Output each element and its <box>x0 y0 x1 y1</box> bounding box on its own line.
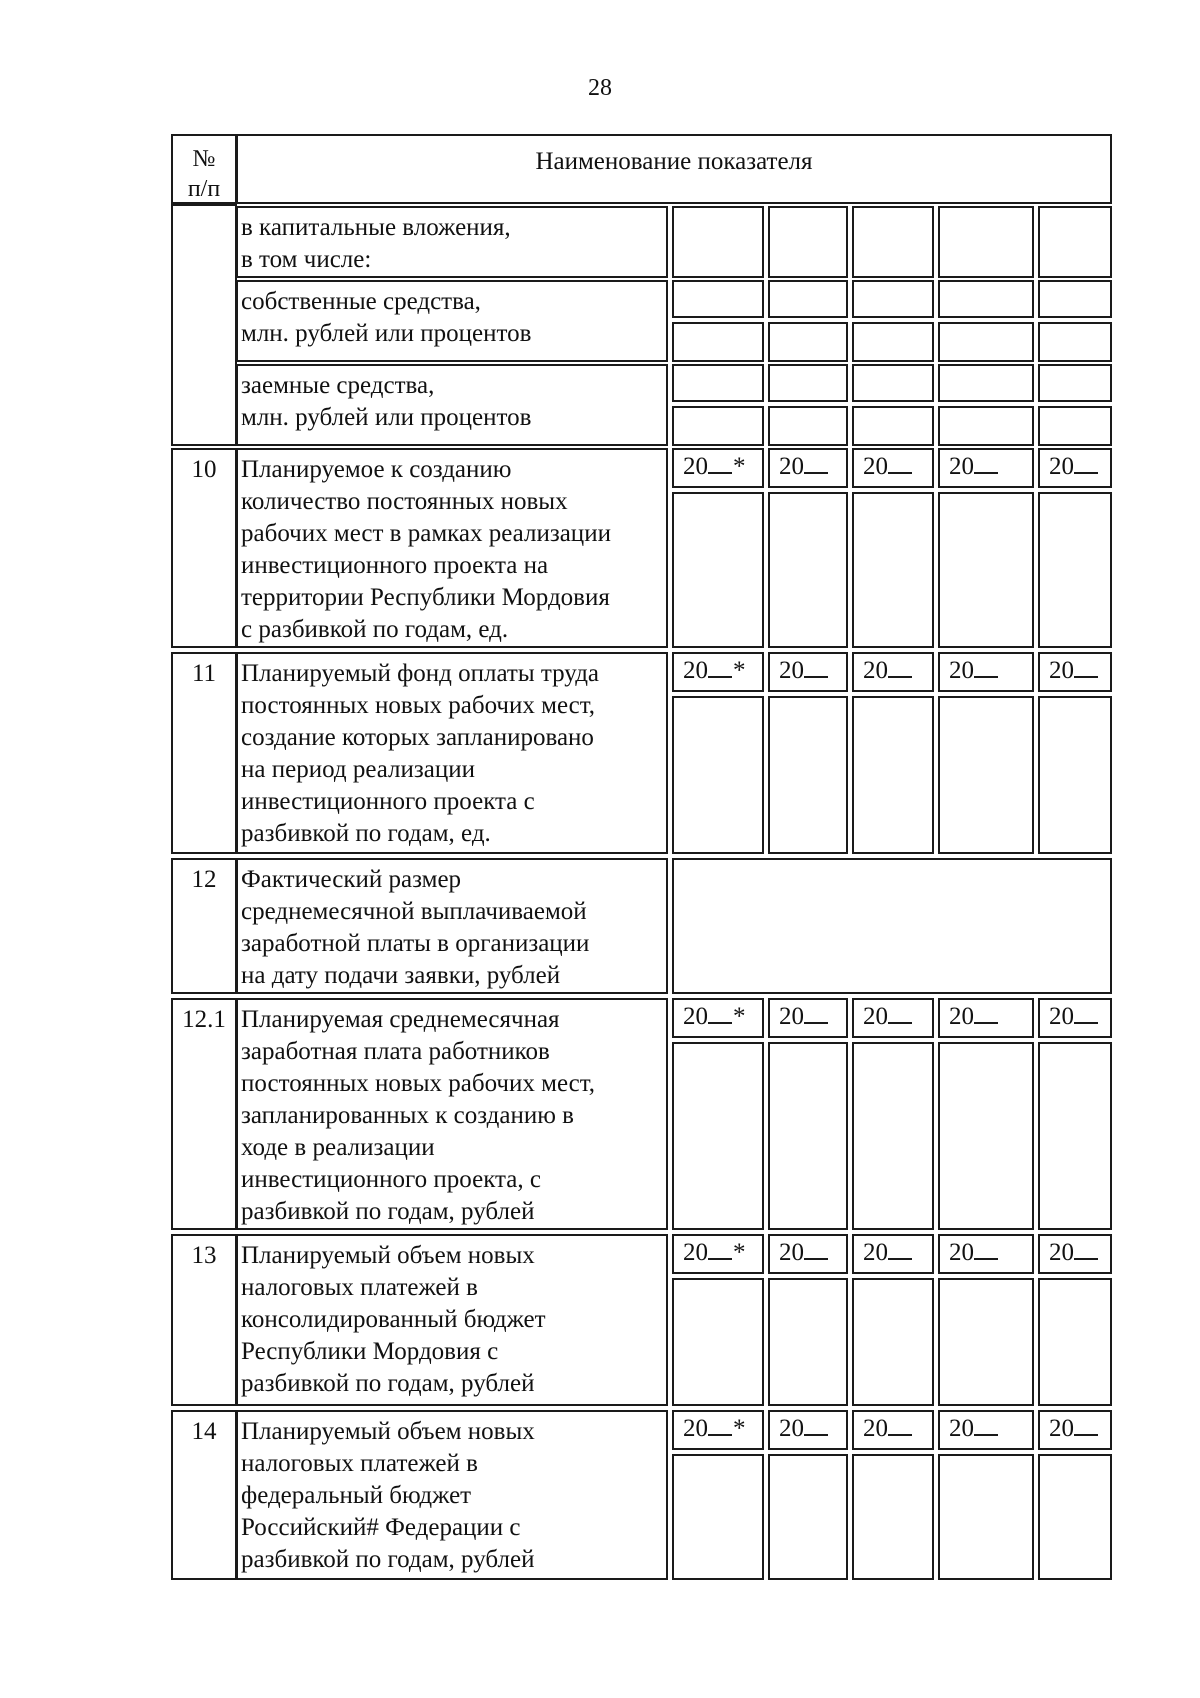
header-number-abbr: п/п <box>187 176 221 202</box>
year-prefix: 20 <box>949 1415 974 1442</box>
loan-funds-label: заемные средства, млн. рублей или процентов <box>236 364 668 446</box>
year-prefix: 20 <box>1049 453 1074 480</box>
year-prefix: 20 <box>863 1003 888 1030</box>
row-12-number-cell <box>171 858 237 994</box>
row-10-value-cell <box>672 492 764 648</box>
row-12-value-cell <box>672 858 1112 994</box>
own-funds-value-cell <box>852 280 934 318</box>
year-prefix: 20 <box>779 1239 804 1266</box>
row-10-value-cell <box>852 492 934 648</box>
loan-funds-percent-cell <box>938 406 1034 446</box>
loan-funds-percent-cell <box>1038 406 1112 446</box>
row-14-description: Планируемый объем новых налоговых платежей в федеральный бюджет Российский# Федерации с разбивкой по годам, рублей <box>236 1410 668 1580</box>
row-11-value-cell <box>938 696 1034 854</box>
row-12-1-year-cell <box>1038 998 1112 1038</box>
row-11-value-cell <box>768 696 848 854</box>
year-prefix: 20 <box>1049 1003 1074 1030</box>
capital-value-cell <box>672 206 764 278</box>
row-12-number: 12 <box>191 866 217 893</box>
capital-number-cell <box>171 204 237 446</box>
row-13-year-cell <box>1038 1234 1112 1274</box>
footnote-star: * <box>733 1239 746 1266</box>
year-prefix: 20 <box>683 1003 708 1030</box>
row-12-1-value-cell <box>938 1042 1034 1230</box>
row-12-1-year-cell <box>938 998 1034 1038</box>
year-prefix: 20 <box>683 1239 708 1266</box>
row-14-value-cell <box>672 1454 764 1580</box>
row-14-value-cell <box>938 1454 1034 1580</box>
loan-funds-value-cell <box>852 364 934 402</box>
row-10-value-cell <box>768 492 848 648</box>
row-14-year-cell <box>672 1410 764 1450</box>
header-number-symbol: № <box>192 146 216 172</box>
own-funds-percent-cell <box>672 322 764 362</box>
capital-value-cell <box>1038 206 1112 278</box>
year-blank-line <box>1074 654 1098 678</box>
year-blank-line <box>708 1000 732 1024</box>
row-10-description: Планируемое к созданию количество постоянных новых рабочих мест в рамках реализации инвестиционного проекта на территории Республики Мордовия с разбивкой по годам, ед. <box>236 448 668 648</box>
row-14-year-cell <box>938 1410 1034 1450</box>
own-funds-value-cell <box>938 280 1034 318</box>
year-blank-line <box>804 450 828 474</box>
row-11-value-cell <box>1038 696 1112 854</box>
own-funds-label: собственные средства, млн. рублей или процентов <box>236 280 668 362</box>
year-prefix: 20 <box>949 1239 974 1266</box>
row-13-value-cell <box>768 1278 848 1406</box>
row-13-value-cell <box>672 1278 764 1406</box>
row-13-year-cell <box>938 1234 1034 1274</box>
capital-investment-label: в капитальные вложения, в том числе: <box>236 206 668 278</box>
row-10-year-cell <box>672 448 764 488</box>
footnote-star: * <box>733 657 746 684</box>
year-blank-line <box>1074 1000 1098 1024</box>
row-11-year-cell <box>768 652 848 692</box>
year-blank-line <box>804 1000 828 1024</box>
year-blank-line <box>1074 1236 1098 1260</box>
year-blank-line <box>888 1000 912 1024</box>
year-prefix: 20 <box>779 1415 804 1442</box>
row-11-number: 11 <box>191 660 217 687</box>
year-blank-line <box>974 1236 998 1260</box>
year-prefix: 20 <box>1049 657 1074 684</box>
year-prefix: 20 <box>949 1003 974 1030</box>
row-13-year-cell <box>768 1234 848 1274</box>
year-prefix: 20 <box>1049 1239 1074 1266</box>
year-blank-line <box>804 1412 828 1436</box>
row-10-value-cell <box>938 492 1034 648</box>
year-prefix: 20 <box>863 1415 888 1442</box>
own-funds-value-cell <box>672 280 764 318</box>
row-13-value-cell <box>938 1278 1034 1406</box>
row-10-year-cell <box>1038 448 1112 488</box>
row-11-description: Планируемый фонд оплаты труда постоянных новых рабочих мест, создание которых запланировано на период реализации инвестиционного проекта с разбивкой по годам, ед. <box>236 652 668 854</box>
row-13-description: Планируемый объем новых налоговых платежей в консолидированный бюджет Республики Мордовия с разбивкой по годам, рублей <box>236 1234 668 1406</box>
loan-funds-value-cell <box>1038 364 1112 402</box>
capital-value-cell <box>938 206 1034 278</box>
year-blank-line <box>708 1412 732 1436</box>
row-12-1-value-cell <box>852 1042 934 1230</box>
year-blank-line <box>708 1236 732 1260</box>
page-number: 28 <box>588 75 612 101</box>
year-prefix: 20 <box>683 1415 708 1442</box>
year-blank-line <box>804 654 828 678</box>
year-blank-line <box>888 654 912 678</box>
year-blank-line <box>888 1236 912 1260</box>
own-funds-value-cell <box>1038 280 1112 318</box>
year-blank-line <box>974 1000 998 1024</box>
row-12-1-value-cell <box>672 1042 764 1230</box>
year-blank-line <box>888 450 912 474</box>
capital-value-cell <box>852 206 934 278</box>
own-funds-percent-cell <box>1038 322 1112 362</box>
row-13-year-cell <box>852 1234 934 1274</box>
year-blank-line <box>974 450 998 474</box>
row-14-value-cell <box>1038 1454 1112 1580</box>
row-11-year-cell <box>672 652 764 692</box>
own-funds-percent-cell <box>938 322 1034 362</box>
row-12-1-number-cell <box>171 998 237 1230</box>
row-11-year-cell <box>1038 652 1112 692</box>
row-14-number-cell <box>171 1410 237 1580</box>
loan-funds-percent-cell <box>768 406 848 446</box>
year-prefix: 20 <box>949 657 974 684</box>
loan-funds-value-cell <box>938 364 1034 402</box>
year-prefix: 20 <box>863 1239 888 1266</box>
year-prefix: 20 <box>779 453 804 480</box>
row-13-value-cell <box>852 1278 934 1406</box>
row-12-1-year-cell <box>672 998 764 1038</box>
loan-funds-percent-cell <box>852 406 934 446</box>
own-funds-value-cell <box>768 280 848 318</box>
row-12-1-value-cell <box>768 1042 848 1230</box>
row-12-1-year-cell <box>852 998 934 1038</box>
row-12-1-year-cell <box>768 998 848 1038</box>
row-10-year-cell <box>768 448 848 488</box>
row-10-year-cell <box>938 448 1034 488</box>
row-10-number-cell <box>171 448 237 648</box>
row-13-value-cell <box>1038 1278 1112 1406</box>
row-11-year-cell <box>938 652 1034 692</box>
header-number-column <box>171 134 237 204</box>
year-prefix: 20 <box>683 657 708 684</box>
row-13-number-cell <box>171 1234 237 1406</box>
year-blank-line <box>1074 450 1098 474</box>
row-12-description: Фактический размер среднемесячной выплачиваемой заработной платы в организации на дату подачи заявки, рублей <box>236 858 668 994</box>
footnote-star: * <box>733 453 746 480</box>
footnote-star: * <box>733 1415 746 1442</box>
row-13-year-cell <box>672 1234 764 1274</box>
year-blank-line <box>708 450 732 474</box>
year-blank-line <box>1074 1412 1098 1436</box>
year-blank-line <box>708 654 732 678</box>
year-prefix: 20 <box>1049 1415 1074 1442</box>
own-funds-percent-cell <box>768 322 848 362</box>
row-14-value-cell <box>768 1454 848 1580</box>
row-12-1-value-cell <box>1038 1042 1112 1230</box>
header-title-cell <box>236 134 1112 204</box>
row-14-year-cell <box>768 1410 848 1450</box>
row-10-value-cell <box>1038 492 1112 648</box>
year-blank-line <box>804 1236 828 1260</box>
own-funds-percent-cell <box>852 322 934 362</box>
row-14-year-cell <box>1038 1410 1112 1450</box>
year-prefix: 20 <box>779 657 804 684</box>
loan-funds-value-cell <box>672 364 764 402</box>
year-blank-line <box>974 654 998 678</box>
capital-value-cell <box>768 206 848 278</box>
row-14-year-cell <box>852 1410 934 1450</box>
year-prefix: 20 <box>683 453 708 480</box>
year-prefix: 20 <box>779 1003 804 1030</box>
row-10-number: 10 <box>191 456 217 483</box>
header-title: Наименование показателя <box>535 148 813 175</box>
row-11-year-cell <box>852 652 934 692</box>
row-11-value-cell <box>672 696 764 854</box>
row-10-year-cell <box>852 448 934 488</box>
loan-funds-percent-cell <box>672 406 764 446</box>
row-14-value-cell <box>852 1454 934 1580</box>
row-13-number: 13 <box>191 1242 217 1269</box>
year-blank-line <box>974 1412 998 1436</box>
year-blank-line <box>888 1412 912 1436</box>
row-12-1-number: 12.1 <box>182 1006 226 1033</box>
row-11-number-cell <box>171 652 237 854</box>
year-prefix: 20 <box>863 453 888 480</box>
row-11-value-cell <box>852 696 934 854</box>
year-prefix: 20 <box>863 657 888 684</box>
footnote-star: * <box>733 1003 746 1030</box>
row-12-1-description: Планируемая среднемесячная заработная плата работников постоянных новых рабочих мест, запланированных к созданию в ходе в реализации инвестиционного проекта, с разбивкой по годам, рублей <box>236 998 668 1230</box>
row-14-number: 14 <box>191 1418 217 1445</box>
loan-funds-value-cell <box>768 364 848 402</box>
year-prefix: 20 <box>949 453 974 480</box>
